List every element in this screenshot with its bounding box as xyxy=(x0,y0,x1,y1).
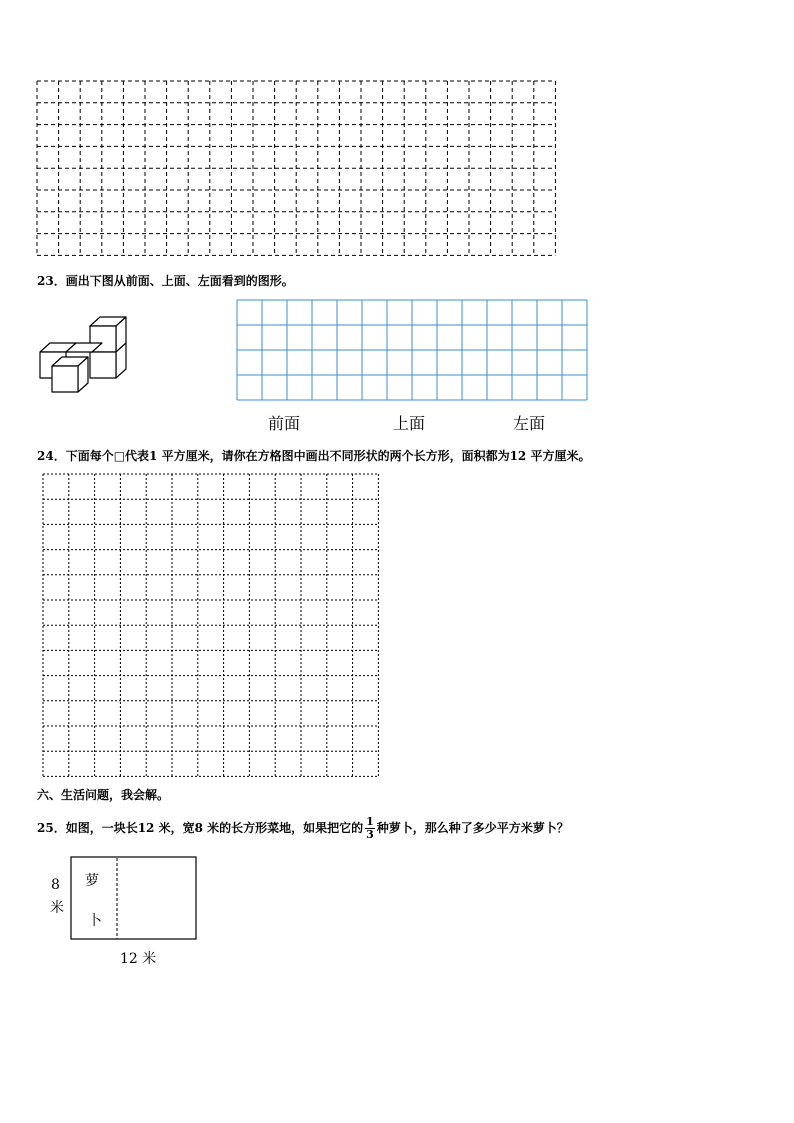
field-label-bottom: 卜 xyxy=(88,913,102,929)
question-23-text: 23．画出下图从前面、上面、左面看到的图形。 xyxy=(37,274,294,288)
question-24-text: 24．下面每个□代表1 平方厘米，请你在方格图中画出不同形状的两个长方形，面积都为12 平方厘米。 xyxy=(37,449,591,463)
width-label: 12 米 xyxy=(120,951,157,967)
field-label-top: 萝 xyxy=(85,873,99,889)
left-view-label: 左面 xyxy=(513,414,546,433)
dashed-square-grid xyxy=(42,473,380,779)
top-view-label: 上面 xyxy=(393,414,426,433)
height-label-unit: 米 xyxy=(50,900,64,916)
question-25-text-before: 25．如图，一块长12 米，宽8 米的长方形菜地，如果把它的 xyxy=(37,821,364,835)
blue-view-grid xyxy=(236,299,590,403)
one-third-fraction xyxy=(365,816,375,841)
dashed-answer-grid-top xyxy=(36,80,558,258)
question-25-text-after: 种萝卜，那么种了多少平方米萝卜？ xyxy=(376,821,569,835)
section-6-title: 六、生活问题，我会解。 xyxy=(37,788,170,802)
fraction-denominator: 3 xyxy=(366,828,374,841)
question-25-text xyxy=(37,816,569,841)
front-view-label: 前面 xyxy=(268,414,301,433)
fraction-numerator: 1 xyxy=(366,815,374,828)
height-label-number: 8 xyxy=(51,877,60,893)
cube-stack-figure xyxy=(36,314,132,396)
